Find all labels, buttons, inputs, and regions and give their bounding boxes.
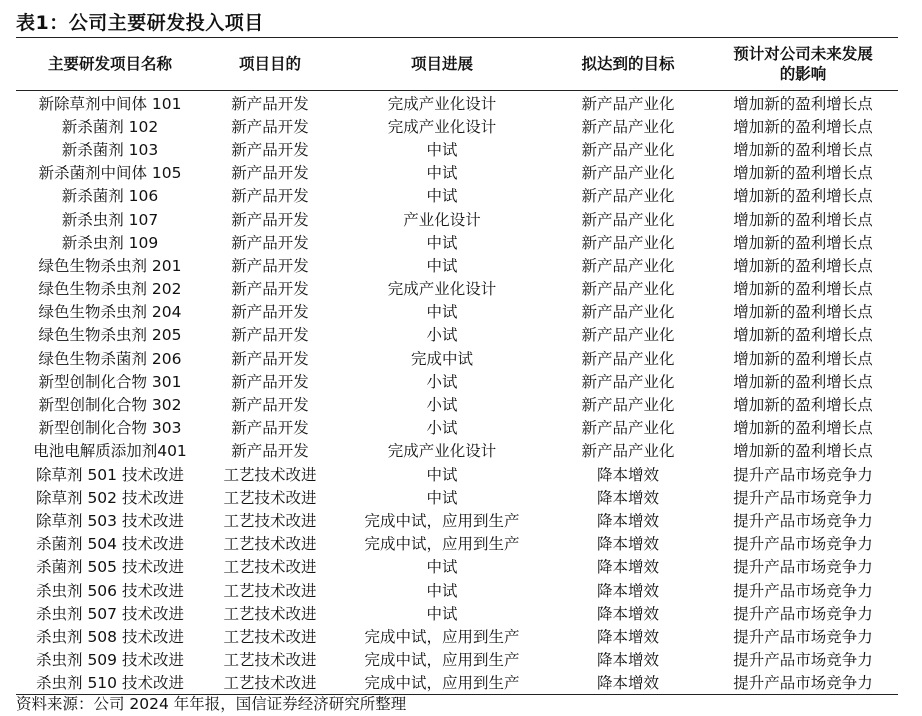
- cell-target-goal: 新产品产业化: [581, 117, 675, 136]
- cell-target-goal: 新产品产业化: [581, 326, 675, 345]
- table-row: [16, 184, 898, 207]
- table-row: [16, 91, 898, 114]
- cell-project-purpose: 工艺技术改进: [223, 488, 317, 507]
- table-row: [16, 648, 898, 671]
- cell-project-purpose: 工艺技术改进: [223, 581, 317, 600]
- cell-project-progress: 完成产业化设计: [387, 94, 497, 113]
- table-row: [16, 137, 898, 160]
- cell-project-progress: 中试: [426, 187, 458, 206]
- cell-project-name: 除草剂 502 技术改进: [36, 488, 184, 507]
- table-row: [16, 508, 898, 531]
- cell-project-purpose: 工艺技术改进: [223, 674, 317, 693]
- cell-project-name: 新杀虫剂 107: [61, 210, 159, 229]
- header-project-progress: [336, 38, 548, 90]
- cell-project-progress: 中试: [426, 303, 458, 322]
- cell-project-name: 新除草剂中间体 101: [38, 94, 182, 113]
- cell-project-progress: 中试: [426, 558, 458, 577]
- cell-project-purpose: 新产品开发: [231, 419, 309, 438]
- header-text: 项目进展: [410, 55, 473, 73]
- cell-project-progress: 完成中试，应用到生产: [364, 627, 520, 646]
- cell-future-impact: 提升产品市场竞争力: [733, 535, 873, 554]
- cell-target-goal: 新产品产业化: [581, 140, 675, 159]
- cell-project-name: 绿色生物杀虫剂 204: [38, 303, 182, 322]
- cell-target-goal: 降本增效: [596, 511, 659, 530]
- cell-project-purpose: 新产品开发: [231, 94, 309, 113]
- cell-project-name: 除草剂 501 技术改进: [36, 465, 184, 484]
- cell-project-purpose: 新产品开发: [231, 140, 309, 159]
- cell-project-purpose: 新产品开发: [231, 117, 309, 136]
- cell-target-goal: 新产品产业化: [581, 187, 675, 206]
- cell-target-goal: 降本增效: [596, 581, 659, 600]
- cell-project-name: 新型创制化合物 301: [38, 372, 182, 391]
- cell-target-goal: 降本增效: [596, 604, 659, 623]
- cell-target-goal: 新产品产业化: [581, 280, 675, 299]
- header-target-goal: [548, 38, 708, 90]
- table-body: [16, 91, 898, 694]
- cell-project-progress: 小试: [426, 419, 458, 438]
- cell-project-progress: 小试: [426, 372, 458, 391]
- cell-project-name: 绿色生物杀菌剂 206: [38, 349, 182, 368]
- cell-future-impact: 增加新的盈利增长点: [733, 442, 873, 461]
- cell-future-impact: 提升产品市场竞争力: [733, 581, 873, 600]
- cell-project-name: 电池电解质添加剂401: [33, 442, 187, 461]
- cell-future-impact: 增加新的盈利增长点: [733, 164, 873, 183]
- cell-project-progress: 完成产业化设计: [387, 280, 497, 299]
- cell-project-purpose: 工艺技术改进: [223, 511, 317, 530]
- cell-target-goal: 新产品产业化: [581, 396, 675, 415]
- cell-target-goal: 新产品产业化: [581, 233, 675, 252]
- cell-target-goal: 新产品产业化: [581, 442, 675, 461]
- cell-future-impact: 增加新的盈利增长点: [733, 280, 873, 299]
- cell-project-purpose: 新产品开发: [231, 187, 309, 206]
- cell-project-name: 绿色生物杀虫剂 201: [38, 256, 182, 275]
- table-row: [16, 671, 898, 694]
- cell-future-impact: 增加新的盈利增长点: [733, 372, 873, 391]
- cell-project-purpose: 工艺技术改进: [223, 627, 317, 646]
- header-project-name: [16, 38, 204, 90]
- table-row: [16, 230, 898, 253]
- cell-project-purpose: 新产品开发: [231, 396, 309, 415]
- cell-future-impact: 提升产品市场竞争力: [733, 627, 873, 646]
- cell-future-impact: 增加新的盈利增长点: [733, 233, 873, 252]
- cell-project-name: 杀虫剂 509 技术改进: [36, 651, 184, 670]
- cell-project-progress: 中试: [426, 164, 458, 183]
- cell-project-purpose: 工艺技术改进: [223, 535, 317, 554]
- cell-future-impact: 提升产品市场竞争力: [733, 651, 873, 670]
- table-row: [16, 555, 898, 578]
- cell-future-impact: 增加新的盈利增长点: [733, 303, 873, 322]
- table-row: [16, 277, 898, 300]
- cell-project-name: 杀虫剂 510 技术改进: [36, 674, 184, 693]
- cell-future-impact: 提升产品市场竞争力: [733, 488, 873, 507]
- cell-target-goal: 新产品产业化: [581, 419, 675, 438]
- cell-project-progress: 完成中试，应用到生产: [364, 511, 520, 530]
- cell-future-impact: 增加新的盈利增长点: [733, 349, 873, 368]
- cell-project-name: 杀菌剂 505 技术改进: [36, 558, 184, 577]
- cell-project-progress: 中试: [426, 256, 458, 275]
- cell-target-goal: 新产品产业化: [581, 372, 675, 391]
- cell-project-name: 杀菌剂 504 技术改进: [36, 535, 184, 554]
- cell-project-purpose: 新产品开发: [231, 442, 309, 461]
- cell-future-impact: 增加新的盈利增长点: [733, 396, 873, 415]
- cell-project-purpose: 新产品开发: [231, 349, 309, 368]
- table-row: [16, 114, 898, 137]
- cell-project-purpose: 工艺技术改进: [223, 558, 317, 577]
- cell-project-name: 绿色生物杀虫剂 202: [38, 280, 182, 299]
- cell-project-purpose: 工艺技术改进: [223, 651, 317, 670]
- cell-project-purpose: 新产品开发: [231, 164, 309, 183]
- cell-future-impact: 提升产品市场竞争力: [733, 465, 873, 484]
- cell-project-progress: 中试: [426, 581, 458, 600]
- cell-project-name: 新杀菌剂 103: [61, 140, 159, 159]
- cell-project-progress: 中试: [426, 140, 458, 159]
- cell-project-progress: 中试: [426, 604, 458, 623]
- cell-target-goal: 新产品产业化: [581, 256, 675, 275]
- table-row: [16, 416, 898, 439]
- cell-future-impact: 增加新的盈利增长点: [733, 94, 873, 113]
- cell-project-progress: 中试: [426, 465, 458, 484]
- table-row: [16, 346, 898, 369]
- cell-project-progress: 中试: [426, 488, 458, 507]
- cell-project-progress: 完成中试，应用到生产: [364, 535, 520, 554]
- cell-future-impact: 提升产品市场竞争力: [733, 604, 873, 623]
- cell-project-name: 新杀虫剂 109: [61, 233, 159, 252]
- table-row: [16, 485, 898, 508]
- cell-target-goal: 降本增效: [596, 465, 659, 484]
- header-text: 项目目的: [238, 55, 301, 73]
- cell-target-goal: 降本增效: [596, 535, 659, 554]
- cell-project-name: 杀虫剂 507 技术改进: [36, 604, 184, 623]
- cell-project-progress: 完成中试，应用到生产: [364, 651, 520, 670]
- header-text: 主要研发项目名称: [47, 55, 172, 73]
- cell-project-progress: 小试: [426, 396, 458, 415]
- cell-target-goal: 降本增效: [596, 558, 659, 577]
- cell-project-purpose: 工艺技术改进: [223, 604, 317, 623]
- cell-target-goal: 降本增效: [596, 627, 659, 646]
- cell-future-impact: 增加新的盈利增长点: [733, 187, 873, 206]
- table-row: [16, 207, 898, 230]
- cell-project-name: 杀虫剂 508 技术改进: [36, 627, 184, 646]
- table-row: [16, 624, 898, 647]
- table-row: [16, 578, 898, 601]
- table-row: [16, 532, 898, 555]
- cell-project-name: 新型创制化合物 303: [38, 419, 182, 438]
- cell-project-purpose: 新产品开发: [231, 326, 309, 345]
- cell-target-goal: 降本增效: [596, 651, 659, 670]
- cell-future-impact: 增加新的盈利增长点: [733, 210, 873, 229]
- table-row: [16, 439, 898, 462]
- cell-target-goal: 新产品产业化: [581, 94, 675, 113]
- cell-future-impact: 提升产品市场竞争力: [733, 511, 873, 530]
- header-text: 的影响: [779, 65, 827, 83]
- source-note: 资料来源：公司 2024 年年报，国信证券经济研究所整理: [16, 695, 407, 713]
- table-row: [16, 462, 898, 485]
- table-header-row: [16, 38, 898, 91]
- cell-project-purpose: 新产品开发: [231, 372, 309, 391]
- cell-future-impact: 增加新的盈利增长点: [733, 419, 873, 438]
- table-row: [16, 392, 898, 415]
- cell-target-goal: 新产品产业化: [581, 164, 675, 183]
- cell-project-progress: 完成中试，应用到生产: [364, 674, 520, 693]
- header-project-purpose: [204, 38, 336, 90]
- cell-project-purpose: 新产品开发: [231, 280, 309, 299]
- cell-project-purpose: 新产品开发: [231, 256, 309, 275]
- cell-target-goal: 降本增效: [596, 674, 659, 693]
- table-row: [16, 300, 898, 323]
- cell-project-name: 新杀菌剂中间体 105: [38, 164, 182, 183]
- cell-project-progress: 中试: [426, 233, 458, 252]
- cell-project-purpose: 新产品开发: [231, 233, 309, 252]
- cell-future-impact: 增加新的盈利增长点: [733, 117, 873, 136]
- cell-project-name: 新杀菌剂 102: [61, 117, 159, 136]
- cell-project-purpose: 工艺技术改进: [223, 465, 317, 484]
- cell-future-impact: 增加新的盈利增长点: [733, 256, 873, 275]
- cell-target-goal: 新产品产业化: [581, 210, 675, 229]
- cell-project-name: 新杀菌剂 106: [61, 187, 159, 206]
- cell-project-name: 除草剂 503 技术改进: [36, 511, 184, 530]
- table-row: [16, 601, 898, 624]
- table-row: [16, 323, 898, 346]
- cell-project-progress: 完成产业化设计: [387, 117, 497, 136]
- cell-project-progress: 小试: [426, 326, 458, 345]
- cell-project-purpose: 新产品开发: [231, 303, 309, 322]
- cell-future-impact: 提升产品市场竞争力: [733, 558, 873, 577]
- cell-project-name: 杀虫剂 506 技术改进: [36, 581, 184, 600]
- cell-project-progress: 完成中试: [410, 349, 473, 368]
- cell-future-impact: 增加新的盈利增长点: [733, 326, 873, 345]
- cell-target-goal: 降本增效: [596, 488, 659, 507]
- table-row: [16, 161, 898, 184]
- rd-projects-table: [16, 37, 898, 695]
- table-row: [16, 369, 898, 392]
- cell-project-progress: 完成产业化设计: [387, 442, 497, 461]
- header-text: 拟达到的目标: [581, 55, 675, 73]
- table-title: 表1：公司主要研发投入项目: [16, 12, 264, 34]
- cell-target-goal: 新产品产业化: [581, 303, 675, 322]
- cell-project-purpose: 新产品开发: [231, 210, 309, 229]
- header-text: 预计对公司未来发展: [733, 45, 873, 63]
- cell-target-goal: 新产品产业化: [581, 349, 675, 368]
- table-row: [16, 253, 898, 276]
- cell-project-name: 新型创制化合物 302: [38, 396, 182, 415]
- cell-future-impact: 提升产品市场竞争力: [733, 674, 873, 693]
- cell-future-impact: 增加新的盈利增长点: [733, 140, 873, 159]
- header-future-impact: [708, 38, 898, 90]
- cell-project-progress: 产业化设计: [403, 210, 481, 229]
- cell-project-name: 绿色生物杀虫剂 205: [38, 326, 182, 345]
